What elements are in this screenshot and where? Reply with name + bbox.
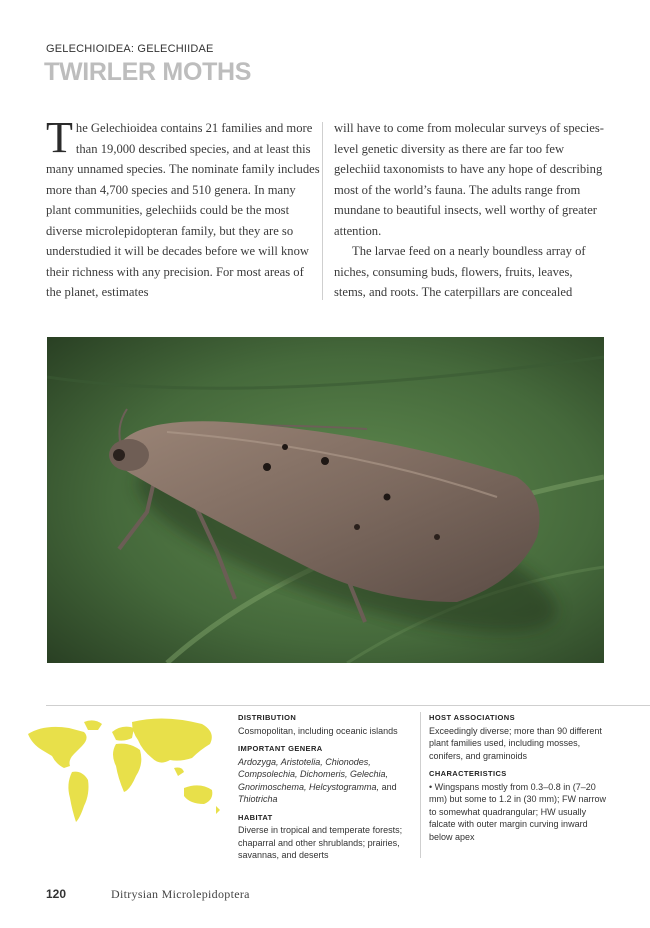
genera-last: Thiotricha xyxy=(238,794,278,804)
body-column-right xyxy=(334,118,606,303)
left-column-text: he Gelechioidea contains 21 families and more than 19,000 described species, and at least this many unnamed species. The nominate family includes more than 4,700 species and 510 genera. In many plant communities, gelechiids could be the most diverse microlepidopteran family, but they are so understudied it will be decades before we will know their richness with any precision. For most areas of the planet, estimates xyxy=(46,121,320,299)
dropcap: T xyxy=(46,113,73,162)
body-column-left xyxy=(46,113,322,303)
genera-and: and xyxy=(381,781,397,792)
genera-text: Ardozyga, Aristotelia, Chionodes, Compsolechia, Dichomeris, Gelechia, Gnorimoschema, Helcystogramma, xyxy=(238,756,389,792)
genera-heading: IMPORTANT GENERA xyxy=(238,744,323,753)
section-rule xyxy=(46,705,650,706)
host-heading: HOST ASSOCIATIONS xyxy=(429,713,515,722)
page-title: TWIRLER MOTHS xyxy=(44,58,252,86)
superfamily-label: GELECHIOIDEA: GELECHIIDAE xyxy=(46,43,214,55)
info-column-right xyxy=(429,712,609,843)
column-divider xyxy=(322,122,323,300)
habitat-heading: HABITAT xyxy=(238,812,273,822)
moth-photo xyxy=(47,337,604,663)
right-column-paragraph-2: The larvae feed on a nearly boundless array of niches, consuming buds, flowers, fruits, leaves, stems, and roots. The caterpillars are concealed xyxy=(334,244,586,299)
characteristics-heading: CHARACTERISTICS xyxy=(429,769,507,778)
distribution-text: Cosmopolitan, including oceanic islands xyxy=(238,725,398,736)
world-distribution-map-icon xyxy=(24,714,224,829)
distribution-heading: DISTRIBUTION xyxy=(238,713,297,722)
host-text: Exceedingly diverse; more than 90 different plant families used, including mosses, conifers, and graminoids xyxy=(429,725,602,761)
right-column-paragraph-1: will have to come from molecular surveys of species-level genetic diversity as there are far too few gelechiid taxonomists to have any hope of describing most of the world’s fauna. The adults range from mundane to beautiful insects, well worthy of greater attention. xyxy=(334,121,604,238)
page-number: 120 xyxy=(46,887,67,901)
info-divider xyxy=(420,712,421,858)
info-column-left xyxy=(238,712,413,862)
section-title: Ditrysian Microlepidoptera xyxy=(111,887,250,901)
habitat-text: Diverse in tropical and temperate forests; chaparral and other shrublands; prairies, savannas, and deserts xyxy=(238,825,403,860)
characteristics-text: • Wingspans mostly from 0.3–0.8 in (7–20 mm) but some to 1.2 in (30 mm); FW narrow to somewhat quadrangular; HW usually falcate with outer margin curving inward below apex xyxy=(429,781,607,842)
